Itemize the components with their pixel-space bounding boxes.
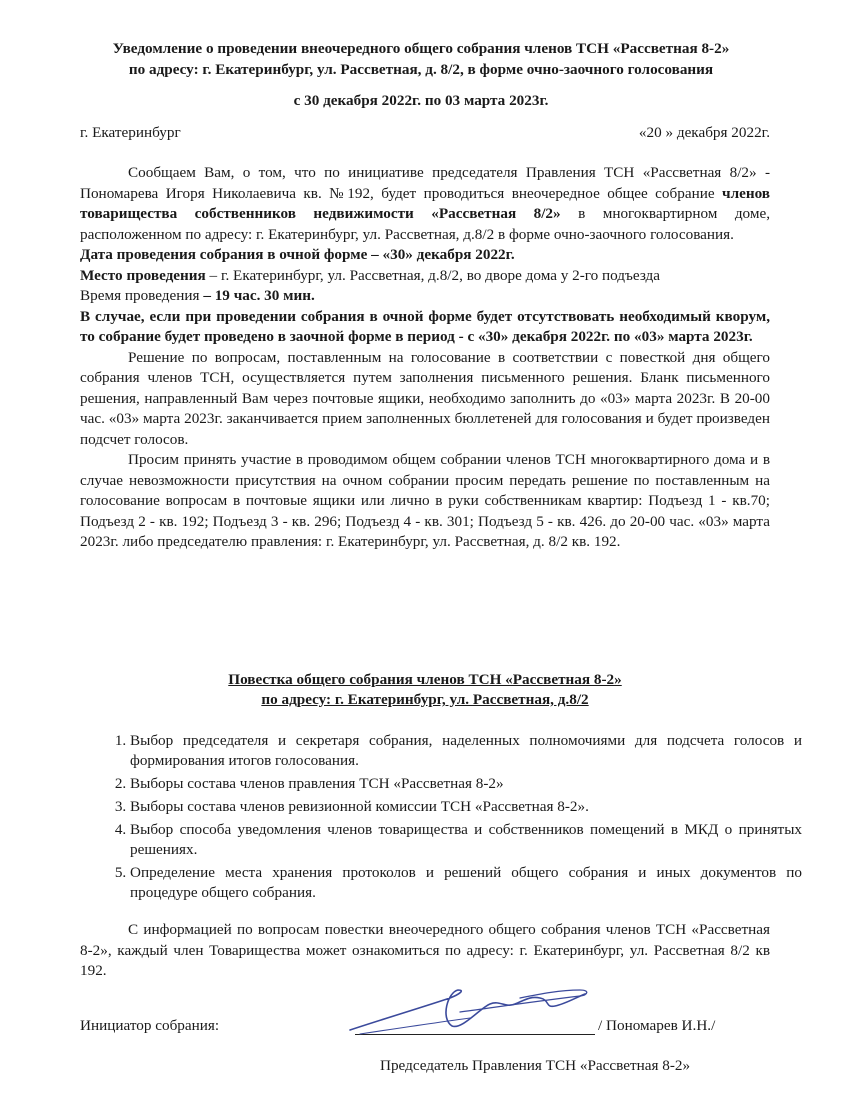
agenda-item: 3. Выборы состава членов ревизионной комиссии ТСН «Рассветная 8-2».	[130, 797, 802, 817]
notice-body	[80, 163, 770, 553]
agenda-list	[100, 731, 802, 906]
time-label: Время проведения	[80, 287, 204, 304]
signer-name: / Пономарев И.Н./	[598, 1017, 716, 1034]
title-line-1: Уведомление о проведении внеочередного общего собрания членов ТСН «Рассветная 8-2»	[112, 40, 730, 57]
quorum-note: В случае, если при проведении собрания в очной форме будет отсутствовать необходимый кворум, то собрание будет проведено в заочной форме в период - с «30» декабря 2022г. по «03» марта 2023г.	[80, 307, 770, 345]
initiator-label: Инициатор собрания:	[80, 1017, 220, 1034]
title-line-2: по адресу: г. Екатеринбург, ул. Рассветная, д. 8/2, в форме очно-заочного голосования	[128, 61, 714, 78]
document-date: «20 » декабря 2022г.	[638, 124, 770, 141]
participate-paragraph: Просим принять участие в проводимом общем собрании членов ТСН многоквартирного дома и в случае невозможности присутствия на очном собрании просим передать решение по поставленным на голосование вопросам в почтовые ящики или лично в руки собственникам квартир: Подъезд 1 - кв.70; Подъезд 2 - кв. 192; Подъезд 3 - кв. 296; Подъезд 4 - кв. 301; Подъезд 5 - кв. 426. до 20-00 час. «03» марта 2023г. либо председателю правления: г. Екатеринбург, ул. Рассветная, д. 8/2 кв. 192.	[80, 451, 770, 550]
title-dates: с 30 декабря 2022г. по 03 марта 2023г.	[293, 92, 549, 109]
meeting-place	[80, 266, 770, 287]
document-title	[40, 38, 802, 80]
meeting-time	[80, 286, 770, 307]
intro-text-c: в многоквартирном доме, расположенном по адресу: г. Екатеринбург, ул. Рассветная, д.8/2 в форме очно-заочного голосования.	[80, 205, 771, 243]
agenda-title-line-2: по адресу: г. Екатеринбург, ул. Рассветная, д.8/2	[261, 691, 589, 708]
agenda-item: 4. Выбор способа уведомления членов товарищества и собственников помещений в МКД о принятых решениях.	[130, 820, 802, 860]
intro-paragraph	[80, 163, 770, 245]
agenda-item: 5. Определение места хранения протоколов и решений общего собрания и иных документов по процедуре общего собрания.	[130, 863, 802, 903]
meeting-date: Дата проведения собрания в очной форме – «30» декабря 2022г.	[80, 246, 515, 263]
agenda-title-line-1: Повестка общего собрания членов ТСН «Рассветная 8-2»	[228, 671, 622, 688]
intro-text-bold: членов товарищества собственников недвижимости «Рассветная 8/2»	[80, 184, 770, 222]
intro-text-a: Сообщаем Вам, о том, что по инициативе председателя Правления ТСН «Рассветная 8/2» - Пономарева Игоря Николаевича кв. №192, будет проводиться внеочередное общее собрание	[80, 164, 770, 202]
signature-stroke	[350, 990, 585, 1030]
place-label: Место проведения	[80, 266, 206, 284]
place-date-row	[80, 124, 770, 142]
agenda-item: 1. Выбор председателя и секретаря собрания, наделенных полномочиями для подсчета голосов и формирования итогов голосования.	[130, 731, 802, 771]
signature-image	[340, 968, 600, 1048]
time-value: – 19 час. 30 мин.	[203, 287, 315, 304]
agenda-heading	[80, 670, 770, 710]
info-paragraph: С информацией по вопросам повестки внеочередного общего собрания членов ТСН «Рассветная 8-2», каждый член Товарищества может ознакомиться по адресу: г. Екатеринбург, ул. Рассветная 8/2 кв 192.	[80, 921, 770, 979]
decision-paragraph: Решение по вопросам, поставленным на голосование в соответствии с повесткой дня общего собрания членов ТСН, осуществляется путем заполнения письменного решения. Бланк письменного решения, направленный Вам через почтовые ящики, необходимо заполнить до «03» марта 2023г. В 20-00 час. «03» марта 2023г. заканчивается прием заполненных бюллетеней для голосования и будет произведен подсчет голосов.	[80, 348, 770, 448]
place-value: – г. Екатеринбург, ул. Рассветная, д.8/2, во дворе дома у 2-го подъезда	[205, 266, 661, 284]
chairman-title: Председатель Правления ТСН «Рассветная 8-2»	[380, 1057, 691, 1074]
agenda-item: 2. Выборы состава членов правления ТСН «Рассветная 8-2»	[130, 774, 802, 794]
city: г. Екатеринбург	[80, 124, 181, 141]
